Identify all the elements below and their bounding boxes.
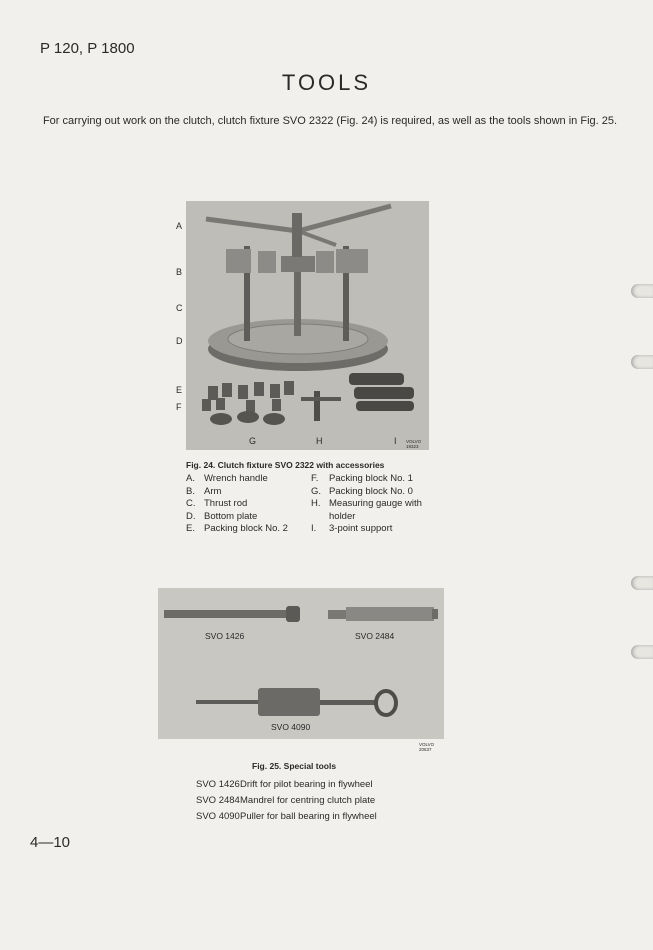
fig25-stamp: VOLVO 20637 (419, 742, 435, 752)
legend-key: C. (186, 498, 196, 509)
fig24-photo (186, 201, 429, 450)
legend-value: Wrench handle (204, 473, 268, 484)
legend-key: I. (311, 523, 317, 534)
leader-c: C (176, 303, 183, 313)
legend-key: D. (186, 510, 196, 522)
leader-b: B (176, 267, 183, 277)
leader-h: H (316, 436, 323, 446)
tool-description: Mandrel for centring clutch plate (240, 795, 376, 806)
legend-item (311, 498, 422, 511)
tool-code: SVO 4090 (196, 811, 240, 822)
page-header: P 120, P 1800 (40, 40, 135, 57)
fig24-legend-left (186, 473, 288, 536)
clutch-fixture-illustration (186, 201, 429, 450)
legend-key: B. (186, 485, 195, 497)
binder-tab-1 (631, 284, 653, 298)
legend-key: A. (186, 473, 195, 484)
tool-description: Puller for ball bearing in flywheel (240, 811, 377, 822)
leader-f: F (176, 402, 182, 412)
legend-value: Thrust rod (204, 498, 248, 509)
legend-item (311, 511, 422, 524)
legend-value: holder (329, 510, 356, 522)
label-svo-4090: SVO 4090 (271, 722, 311, 732)
page-number: 4—10 (30, 834, 71, 851)
binder-tab-4 (631, 645, 653, 659)
legend-value: Arm (204, 485, 222, 497)
list-item (196, 793, 377, 809)
leader-d: D (176, 336, 183, 346)
legend-item (311, 473, 422, 486)
list-item (196, 809, 377, 825)
label-svo-2484: SVO 2484 (355, 631, 395, 641)
fig24-caption: Fig. 24. Clutch fixture SVO 2322 with accessories (186, 460, 385, 470)
fig24-stamp: VOLVO 19323 (406, 439, 422, 449)
legend-item (186, 473, 288, 486)
legend-key: H. (311, 498, 321, 509)
legend-key (311, 511, 329, 524)
binder-tab-2 (631, 355, 653, 369)
intro-paragraph: For carrying out work on the clutch, clutch fixture SVO 2322 (Fig. 24) is required, as well as the tools shown in Fig. 25. (42, 115, 618, 127)
leader-i: I (394, 436, 397, 446)
legend-key: E. (186, 523, 195, 534)
legend-item (311, 486, 422, 499)
binder-tab-3 (631, 576, 653, 590)
legend-item (186, 523, 288, 536)
legend-key: G. (311, 485, 322, 497)
legend-value: 3-point support (329, 523, 393, 534)
legend-item (186, 511, 288, 524)
tool-code: SVO 2484 (196, 795, 240, 806)
leader-a: A (176, 221, 183, 231)
legend-item (186, 498, 288, 511)
tool-description: Drift for pilot bearing in flywheel (240, 779, 373, 790)
fig24-legend-right (311, 473, 422, 536)
fig25-photo (158, 588, 444, 739)
legend-value: Packing block No. 0 (329, 485, 413, 497)
legend-item (311, 523, 422, 536)
special-tools-illustration (158, 588, 444, 739)
leader-g: G (249, 436, 257, 446)
legend-key: F. (311, 473, 319, 484)
legend-value: Bottom plate (204, 510, 258, 522)
list-item (196, 777, 377, 793)
leader-e: E (176, 385, 183, 395)
tool-code: SVO 1426 (196, 779, 240, 790)
page-title: TOOLS (281, 70, 372, 95)
legend-value: Packing block No. 2 (204, 523, 288, 534)
legend-value: Packing block No. 1 (329, 473, 413, 484)
legend-item (186, 486, 288, 499)
legend-value: Measuring gauge with (329, 498, 422, 509)
special-tools-list (196, 777, 377, 825)
fig25-caption: Fig. 25. Special tools (252, 761, 337, 771)
label-svo-1426: SVO 1426 (205, 631, 245, 641)
